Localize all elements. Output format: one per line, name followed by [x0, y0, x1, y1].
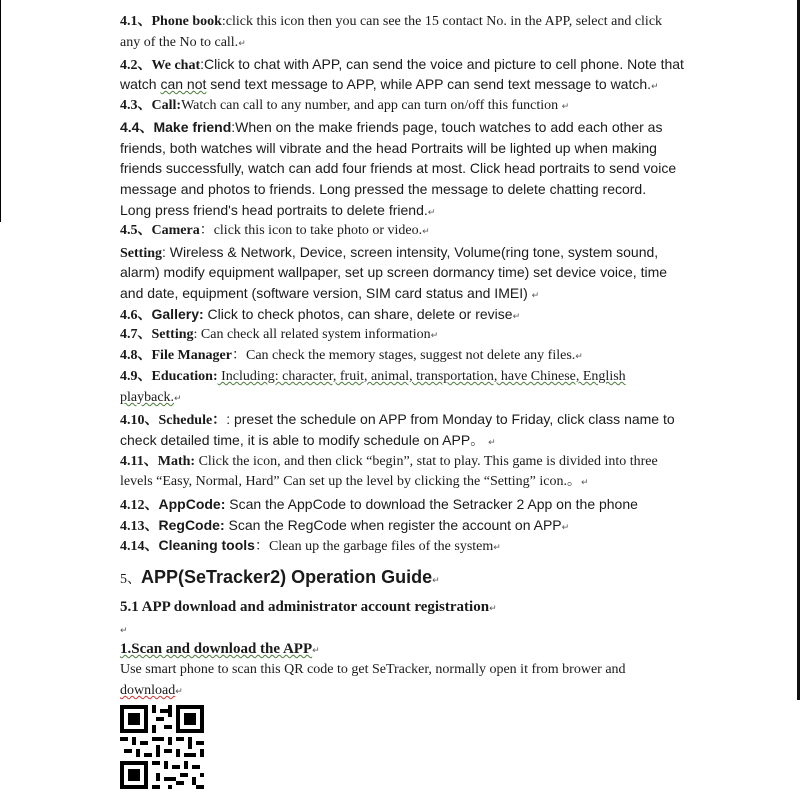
qr-code-image: [120, 705, 204, 789]
item-number: 4.10、: [120, 413, 159, 428]
item-title: File Manager: [151, 348, 232, 363]
item-4-4-cont: [120, 138, 684, 158]
item-number: 4.9、: [120, 369, 152, 384]
item-body: Scan the AppCode to download the Setracker 2 App on the phone: [225, 496, 638, 512]
item-body: Scan the RegCode when register the account on APP: [224, 517, 562, 533]
paragraph-mark: ↵: [312, 646, 320, 656]
item-body: message and photos to friends. Long pressed the message to delete chatting record.: [120, 181, 647, 197]
grammar-flag: can not: [160, 76, 207, 92]
paragraph-mark: ↵: [489, 604, 497, 614]
item-4-1: [120, 12, 684, 32]
item-body: friends successfully, watch can add four friends at most. Click head portraits to send voice: [120, 160, 677, 176]
item-title: Make friend: [153, 119, 232, 135]
item-title: Setting: [151, 327, 194, 342]
item-body: ：Can check the memory stages, suggest not delete any files.: [231, 348, 576, 363]
item-4-9-cont: [120, 388, 684, 409]
item-number: 4.5、: [120, 223, 152, 238]
scan-title: 1.Scan and download the APP: [120, 641, 313, 657]
item-4-10: [120, 409, 684, 431]
paragraph-mark: ↵: [512, 312, 521, 322]
item-title: Gallery:: [151, 306, 204, 322]
item-body: check detailed time, it is able to modify schedule on APP。: [120, 432, 485, 448]
paragraph-mark: ↵: [561, 523, 570, 533]
paragraph-mark: ↵: [175, 687, 183, 697]
paragraph-mark: ↵: [238, 39, 246, 49]
item-body: : Wireless & Network, Device, screen intensity, Volume(ring tone, system sound,: [162, 244, 659, 260]
item-body: Click to check photos, can share, delete or revise: [203, 306, 513, 322]
item-4-9: [120, 367, 684, 387]
item-title: Phone book: [151, 14, 222, 29]
item-4-4: [120, 117, 684, 139]
item-number: 4.11、: [120, 454, 158, 469]
item-body: Long press friend's head portraits to delete friend.: [120, 202, 428, 218]
item-body: levels “Easy, Normal, Hard” Can set up the level by clicking the “Setting” icon.。: [120, 474, 581, 489]
item-4-11: [120, 452, 684, 472]
item-body: : preset the schedule on APP from Monday to Friday, click class name to: [226, 411, 675, 427]
section-5-heading: [120, 564, 684, 594]
subsection-title: 5.1 APP download and administrator account registration: [120, 599, 490, 615]
item-body: send text message to APP, while APP can send text message to watch.: [206, 76, 652, 92]
paragraph-mark: ↵: [488, 438, 496, 448]
item-body: ：click this icon to take photo or video.: [199, 223, 423, 238]
setting-cont: [120, 262, 684, 282]
item-title: RegCode:: [158, 517, 225, 533]
item-title: AppCode:: [158, 496, 226, 512]
item-4-4-cont: [120, 200, 684, 223]
item-4-8: [120, 346, 684, 367]
item-title: Cleaning tools: [158, 537, 255, 553]
paragraph-mark: ↵: [531, 291, 540, 301]
item-4-2: [120, 54, 684, 76]
setting-paragraph: [120, 242, 684, 264]
item-4-1-cont: [120, 33, 684, 54]
item-number: 4.2、: [120, 58, 152, 73]
item-4-11-cont: [120, 472, 684, 493]
item-body: :When on the make friends page, touch watches to add each other as: [231, 119, 663, 135]
item-body: and date, equipment (software version, SIM card status and IMEI): [120, 285, 528, 301]
scan-text-line: download: [120, 683, 176, 698]
paragraph-mark: ↵: [430, 331, 439, 341]
item-number: 4.8、: [120, 348, 152, 363]
item-body: friends, both watches will vibrate and the head Portraits will be lighted up when making: [120, 140, 657, 156]
paragraph-mark: ↵: [427, 208, 436, 218]
paragraph-mark: ↵: [575, 352, 583, 362]
item-title: Call:: [151, 98, 182, 113]
page-edge-left: [0, 0, 1, 222]
item-4-4-cont: [120, 158, 684, 178]
item-title: Camera: [151, 223, 200, 238]
item-4-3: [120, 96, 684, 117]
item-4-6: [120, 304, 684, 327]
item-4-12: [120, 494, 684, 516]
item-4-4-cont: [120, 179, 684, 199]
paragraph-mark: ↵: [651, 82, 659, 92]
paragraph-mark: ↵: [493, 543, 501, 553]
item-body: Watch can call to any number, and app can turn on/off this function: [181, 98, 559, 113]
item-4-5: [120, 221, 684, 242]
item-title: Education:: [151, 369, 218, 384]
item-body: :Click to chat with APP, can send the voice and picture to cell phone. Note that: [200, 56, 684, 72]
item-number: 4.3、: [120, 98, 152, 113]
item-body: : Can check all related system information: [193, 327, 431, 342]
section-number: 5、: [120, 572, 141, 587]
item-title: Schedule：: [158, 413, 227, 428]
item-4-7: [120, 325, 684, 346]
scan-text-line: Use smart phone to scan this QR code to get SeTracker, normally open it from brower and: [120, 662, 626, 677]
item-number: 4.13、: [120, 519, 159, 534]
scan-heading: [120, 638, 684, 662]
item-4-2-cont: [120, 74, 684, 97]
item-body: Including: character, fruit, animal, transportation, have Chinese, English: [217, 369, 626, 384]
paragraph-mark: ↵: [580, 478, 589, 488]
item-body: :click this icon then you can see the 15 contact No. in the APP, select and click: [221, 14, 663, 29]
item-number: 4.6、: [120, 308, 152, 323]
item-4-14: [120, 535, 684, 558]
section-title: APP(SeTracker2) Operation Guide: [141, 567, 433, 587]
item-body: watch: [120, 76, 161, 92]
setting-cont: [120, 283, 684, 306]
paragraph-mark: ↵: [561, 102, 570, 112]
item-number: 4.7、: [120, 327, 152, 342]
paragraph-mark: ↵: [120, 626, 128, 636]
section-5-1-heading: [120, 596, 684, 620]
paragraph-mark: ↵: [422, 227, 430, 237]
item-body: any of the No to call.: [120, 35, 239, 50]
item-title: Math:: [157, 454, 196, 469]
item-number: 4.1、: [120, 14, 152, 29]
paragraph-mark: ↵: [432, 576, 440, 586]
item-number: 4.12、: [120, 498, 159, 513]
scan-text: [120, 660, 684, 680]
item-title: We chat: [151, 58, 201, 73]
item-title: Setting: [120, 246, 162, 261]
item-body: playback.: [120, 390, 175, 405]
item-number: 4.14、: [120, 539, 159, 554]
item-body: ：Clean up the garbage files of the system: [254, 539, 494, 554]
scan-text-cont: [120, 681, 684, 702]
item-4-10-cont: [120, 430, 684, 453]
item-body: Click the icon, and then click “begin”, stat to play. This game is divided into three: [195, 454, 658, 469]
paragraph-mark: ↵: [174, 394, 182, 404]
item-number: 4.4、: [120, 119, 154, 135]
item-body: alarm) modify equipment wallpaper, set up screen dormancy time) set device voice, time: [120, 264, 668, 280]
